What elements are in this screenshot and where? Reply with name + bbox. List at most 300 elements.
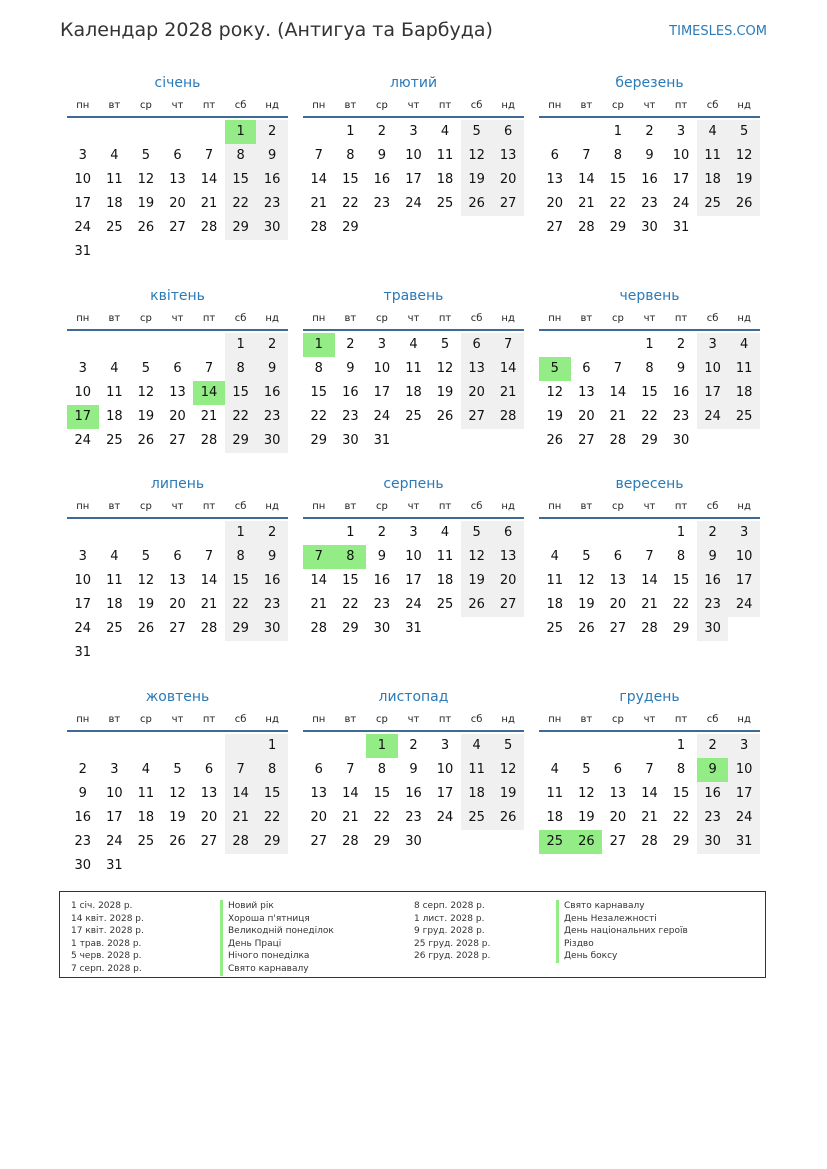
weekday-header [67, 497, 288, 519]
day-cell: 18 [436, 573, 454, 588]
day-cell: 7 [204, 549, 214, 564]
day-cell: 1 [645, 337, 654, 352]
day-cell: 3 [409, 525, 418, 540]
day-cell: 15 [342, 172, 359, 187]
day-cell: 16 [256, 168, 288, 192]
day-cell: 28 [609, 433, 627, 448]
day-cell: 27 [461, 405, 493, 429]
holiday-date: 5 черв. 2028 р. [71, 951, 142, 962]
day-cell: 10 [697, 357, 729, 381]
day-cell: 27 [492, 192, 524, 216]
day-cell: 19 [137, 409, 155, 424]
month-block [67, 684, 288, 878]
weekday-label: пт [438, 714, 452, 725]
day-cell: 30 [256, 617, 288, 641]
day-cell: 27 [609, 621, 627, 636]
day-cell: 14 [310, 172, 328, 187]
day-cell: 28 [310, 220, 328, 235]
weekday-label: пн [548, 100, 562, 111]
holiday-name: Новий рік [220, 900, 334, 913]
weekday-label: чт [407, 714, 420, 725]
weekday-label: вт [108, 313, 121, 324]
weekday-label: сб [470, 714, 483, 725]
weekday-label: ср [375, 714, 388, 725]
day-grid [539, 734, 760, 854]
day-cell: 31 [106, 858, 123, 873]
holiday-date: 1 трав. 2028 р. [71, 938, 142, 949]
day-cell: 9 [346, 361, 355, 376]
weekday-header [539, 710, 760, 732]
day-cell: 14 [609, 385, 627, 400]
day-cell: 26 [728, 192, 760, 216]
weekday-label: чт [407, 100, 420, 111]
day-cell: 3 [110, 762, 119, 777]
holiday-day-cell: 8 [335, 545, 367, 569]
weekday-label: нд [737, 501, 751, 512]
day-cell: 26 [461, 192, 493, 216]
day-grid [67, 521, 288, 665]
weekday-label: пн [312, 714, 326, 725]
month-block [303, 684, 524, 854]
day-cell: 3 [676, 124, 686, 139]
day-cell: 29 [310, 433, 328, 448]
day-cell: 29 [373, 834, 391, 849]
day-cell: 30 [672, 433, 690, 448]
weekday-label: вт [344, 313, 357, 324]
day-cell: 25 [137, 834, 155, 849]
day-cell: 1 [346, 124, 355, 139]
day-cell: 15 [225, 381, 257, 405]
weekday-label: пт [202, 100, 216, 111]
day-cell: 22 [342, 196, 359, 211]
day-cell: 12 [461, 545, 493, 569]
day-cell: 29 [609, 220, 627, 235]
day-cell: 27 [169, 433, 186, 448]
day-cell: 11 [137, 786, 155, 801]
day-cell: 16 [641, 172, 658, 187]
weekday-label: пн [76, 100, 90, 111]
holiday-name: Хороша п'ятниця [220, 913, 334, 926]
empty-cell [193, 734, 225, 758]
day-cell: 17 [405, 172, 422, 187]
day-cell: 17 [74, 196, 92, 211]
empty-cell [130, 734, 162, 758]
day-cell: 31 [728, 830, 760, 854]
day-cell: 7 [204, 148, 214, 163]
day-cell: 9 [645, 148, 654, 163]
day-cell: 17 [728, 782, 760, 806]
day-cell: 4 [110, 361, 119, 376]
day-cell: 26 [137, 621, 155, 636]
day-cell: 27 [169, 220, 186, 235]
holiday-name: Великодній понеділок [220, 925, 334, 938]
day-cell: 7 [346, 762, 355, 777]
day-cell: 18 [106, 409, 123, 424]
day-cell: 8 [346, 148, 355, 163]
weekday-label: нд [737, 100, 751, 111]
holiday-date: 8 серп. 2028 р. [414, 901, 485, 911]
day-cell: 25 [106, 220, 123, 235]
day-cell: 30 [256, 216, 288, 240]
day-cell: 15 [672, 573, 690, 588]
weekday-label: нд [737, 313, 751, 324]
weekday-label: сб [706, 313, 719, 324]
day-cell: 29 [641, 433, 658, 448]
day-cell: 2 [346, 337, 355, 352]
month-block [539, 283, 760, 453]
day-cell: 8 [676, 762, 686, 777]
day-cell: 8 [645, 361, 654, 376]
weekday-header [539, 309, 760, 331]
day-cell: 19 [578, 597, 595, 612]
day-cell: 12 [169, 786, 186, 801]
day-cell: 30 [405, 834, 422, 849]
day-cell: 4 [440, 525, 450, 540]
day-cell: 15 [256, 782, 288, 806]
day-cell: 25 [106, 433, 123, 448]
empty-cell [539, 333, 571, 357]
day-cell: 18 [436, 172, 454, 187]
weekday-header [67, 309, 288, 331]
day-cell: 21 [609, 409, 627, 424]
day-cell: 11 [546, 786, 564, 801]
day-cell: 15 [342, 573, 359, 588]
weekday-label: чт [171, 714, 184, 725]
weekday-label: сб [470, 501, 483, 512]
day-cell: 23 [405, 810, 422, 825]
day-cell: 13 [492, 545, 524, 569]
day-cell: 24 [373, 409, 391, 424]
day-cell: 1 [613, 124, 623, 139]
day-cell: 20 [169, 196, 186, 211]
day-cell: 6 [613, 762, 623, 777]
day-cell: 30 [256, 429, 288, 453]
day-cell: 5 [492, 734, 524, 758]
day-cell: 14 [578, 172, 595, 187]
day-cell: 14 [641, 573, 658, 588]
day-cell: 18 [106, 196, 123, 211]
day-cell: 20 [609, 597, 627, 612]
day-cell: 29 [225, 429, 257, 453]
weekday-label: пн [76, 714, 90, 725]
day-cell: 9 [697, 545, 729, 569]
day-cell: 12 [492, 758, 524, 782]
weekday-label: ср [611, 714, 624, 725]
day-cell: 28 [578, 220, 595, 235]
empty-cell [162, 734, 194, 758]
day-cell: 8 [377, 762, 387, 777]
day-cell: 14 [225, 782, 257, 806]
day-cell: 10 [74, 573, 92, 588]
day-cell: 11 [697, 144, 729, 168]
day-cell: 16 [697, 782, 729, 806]
month-block [67, 471, 288, 665]
day-cell: 18 [728, 381, 760, 405]
day-cell: 24 [728, 593, 760, 617]
day-cell: 19 [461, 569, 493, 593]
day-cell: 16 [697, 569, 729, 593]
day-cell: 29 [342, 220, 359, 235]
weekday-label: пт [202, 714, 216, 725]
weekday-label: сб [706, 714, 719, 725]
day-cell: 6 [173, 148, 182, 163]
day-cell: 18 [106, 597, 123, 612]
day-cell: 17 [405, 573, 422, 588]
day-cell: 16 [74, 810, 92, 825]
day-cell: 2 [676, 337, 686, 352]
weekday-label: пт [202, 313, 216, 324]
day-cell: 17 [74, 597, 92, 612]
holiday-day-cell: 26 [571, 830, 603, 854]
weekday-label: вт [344, 714, 357, 725]
weekday-header [67, 96, 288, 118]
month-name: лютий [389, 75, 438, 91]
day-cell: 20 [609, 810, 627, 825]
day-cell: 13 [169, 385, 186, 400]
day-cell: 24 [405, 597, 422, 612]
day-cell: 31 [74, 244, 92, 259]
day-cell: 8 [256, 758, 288, 782]
day-cell: 11 [461, 758, 493, 782]
day-grid [539, 333, 760, 453]
day-cell: 7 [314, 148, 323, 163]
day-cell: 21 [200, 409, 218, 424]
day-cell: 2 [256, 521, 288, 545]
day-cell: 6 [492, 120, 524, 144]
day-cell: 30 [342, 433, 359, 448]
day-cell: 23 [641, 196, 658, 211]
day-grid [67, 120, 288, 264]
day-cell: 10 [405, 148, 422, 163]
day-cell: 22 [609, 196, 627, 211]
weekday-label: вт [108, 501, 121, 512]
day-cell: 14 [200, 172, 218, 187]
day-cell: 17 [373, 385, 391, 400]
day-cell: 3 [728, 734, 760, 758]
day-cell: 4 [110, 148, 119, 163]
day-cell: 12 [137, 573, 155, 588]
holiday-day-cell: 5 [539, 357, 571, 381]
empty-cell [130, 521, 162, 545]
day-cell: 30 [373, 621, 391, 636]
month-name: серпень [383, 476, 444, 492]
weekday-label: сб [470, 100, 483, 111]
day-cell: 7 [582, 148, 591, 163]
empty-cell [67, 333, 99, 357]
day-cell: 14 [641, 786, 658, 801]
weekday-label: сб [706, 501, 719, 512]
day-grid [303, 120, 524, 240]
day-cell: 17 [436, 786, 454, 801]
empty-cell [67, 734, 99, 758]
day-cell: 15 [225, 168, 257, 192]
day-cell: 16 [256, 381, 288, 405]
day-cell: 18 [405, 385, 422, 400]
month-name: вересень [615, 476, 684, 492]
day-cell: 15 [310, 385, 328, 400]
day-cell: 3 [78, 148, 87, 163]
weekday-label: вт [344, 100, 357, 111]
day-cell: 12 [137, 385, 155, 400]
day-cell: 7 [645, 762, 654, 777]
day-cell: 4 [461, 734, 493, 758]
weekday-label: нд [501, 501, 515, 512]
weekday-label: чт [171, 313, 184, 324]
day-cell: 26 [436, 409, 454, 424]
day-cell: 1 [225, 521, 257, 545]
day-cell: 30 [697, 617, 729, 641]
day-cell: 3 [78, 361, 87, 376]
day-cell: 13 [492, 144, 524, 168]
day-cell: 3 [377, 337, 387, 352]
day-cell: 17 [697, 381, 729, 405]
holiday-day-cell: 1 [225, 120, 257, 144]
weekday-label: ср [139, 100, 152, 111]
day-cell: 13 [310, 786, 328, 801]
day-cell: 27 [200, 834, 218, 849]
day-cell: 5 [141, 361, 151, 376]
day-cell: 6 [582, 361, 591, 376]
day-cell: 15 [225, 569, 257, 593]
day-cell: 8 [314, 361, 323, 376]
weekday-label: чт [171, 501, 184, 512]
day-cell: 24 [436, 810, 454, 825]
empty-cell [303, 734, 335, 758]
day-cell: 26 [137, 433, 155, 448]
day-cell: 25 [436, 196, 454, 211]
day-cell: 7 [613, 361, 623, 376]
day-grid [303, 734, 524, 854]
day-grid [67, 734, 288, 878]
day-cell: 27 [169, 621, 186, 636]
empty-cell [571, 120, 603, 144]
weekday-label: вт [580, 714, 593, 725]
weekday-label: пн [312, 313, 326, 324]
weekday-label: вт [580, 501, 593, 512]
holiday-dates-col-1 [71, 900, 144, 976]
day-cell: 6 [613, 549, 623, 564]
weekday-label: чт [643, 100, 656, 111]
day-cell: 28 [641, 834, 658, 849]
day-cell: 21 [641, 597, 658, 612]
holiday-date: 9 груд. 2028 р. [414, 926, 485, 937]
holiday-dates-col-2 [414, 900, 490, 963]
empty-cell [571, 734, 603, 758]
day-cell: 20 [461, 381, 493, 405]
weekday-label: нд [265, 501, 279, 512]
day-cell: 7 [645, 549, 654, 564]
day-cell: 12 [578, 786, 595, 801]
weekday-header [303, 497, 524, 519]
day-cell: 23 [256, 192, 288, 216]
day-cell: 16 [373, 172, 391, 187]
weekday-label: ср [375, 100, 388, 111]
day-cell: 11 [436, 148, 454, 163]
day-cell: 2 [78, 762, 87, 777]
day-cell: 28 [200, 220, 218, 235]
weekday-label: ср [611, 313, 624, 324]
weekday-label: пт [438, 100, 452, 111]
day-cell: 2 [697, 734, 729, 758]
holiday-day-cell: 7 [303, 545, 335, 569]
day-cell: 10 [74, 172, 92, 187]
holiday-day-cell: 1 [303, 333, 335, 357]
day-cell: 9 [409, 762, 418, 777]
day-cell: 10 [373, 361, 391, 376]
day-cell: 15 [641, 385, 658, 400]
day-cell: 28 [641, 621, 658, 636]
day-cell: 6 [173, 549, 182, 564]
day-cell: 19 [169, 810, 186, 825]
empty-cell [634, 521, 666, 545]
month-block [303, 471, 524, 641]
day-cell: 31 [74, 645, 92, 660]
day-cell: 1 [346, 525, 355, 540]
day-cell: 27 [546, 220, 564, 235]
weekday-label: ср [611, 100, 624, 111]
day-cell: 3 [728, 521, 760, 545]
weekday-header [303, 710, 524, 732]
day-cell: 9 [256, 357, 288, 381]
empty-cell [162, 333, 194, 357]
day-cell: 25 [728, 405, 760, 429]
day-cell: 20 [546, 196, 564, 211]
day-cell: 11 [546, 573, 564, 588]
empty-cell [99, 120, 131, 144]
day-cell: 9 [676, 361, 686, 376]
weekday-label: нд [501, 100, 515, 111]
empty-cell [602, 734, 634, 758]
weekday-label: нд [501, 313, 515, 324]
day-cell: 19 [137, 196, 155, 211]
day-cell: 22 [225, 593, 257, 617]
day-cell: 26 [137, 220, 155, 235]
day-cell: 5 [173, 762, 182, 777]
day-cell: 28 [200, 433, 218, 448]
day-cell: 18 [697, 168, 729, 192]
weekday-header [67, 710, 288, 732]
weekday-header [539, 96, 760, 118]
day-cell: 5 [728, 120, 760, 144]
weekday-label: пт [674, 100, 688, 111]
empty-cell [634, 734, 666, 758]
day-cell: 26 [169, 834, 186, 849]
day-cell: 21 [225, 806, 257, 830]
day-cell: 8 [225, 545, 257, 569]
day-cell: 28 [225, 830, 257, 854]
day-cell: 5 [461, 120, 493, 144]
month-block [539, 471, 760, 641]
day-cell: 10 [672, 148, 690, 163]
day-cell: 25 [461, 806, 493, 830]
day-cell: 21 [200, 597, 218, 612]
day-cell: 23 [74, 834, 92, 849]
day-cell: 11 [728, 357, 760, 381]
day-cell: 16 [672, 385, 690, 400]
day-cell: 23 [373, 597, 391, 612]
holiday-name: День національних героїв [556, 925, 688, 938]
day-cell: 19 [137, 597, 155, 612]
weekday-header [303, 96, 524, 118]
day-cell: 10 [405, 549, 422, 564]
weekday-label: вт [580, 313, 593, 324]
site-link[interactable]: TIMESLES.COM [669, 24, 767, 39]
day-cell: 12 [728, 144, 760, 168]
day-cell: 19 [461, 168, 493, 192]
weekday-label: пн [548, 714, 562, 725]
day-cell: 3 [440, 738, 450, 753]
empty-cell [335, 734, 367, 758]
